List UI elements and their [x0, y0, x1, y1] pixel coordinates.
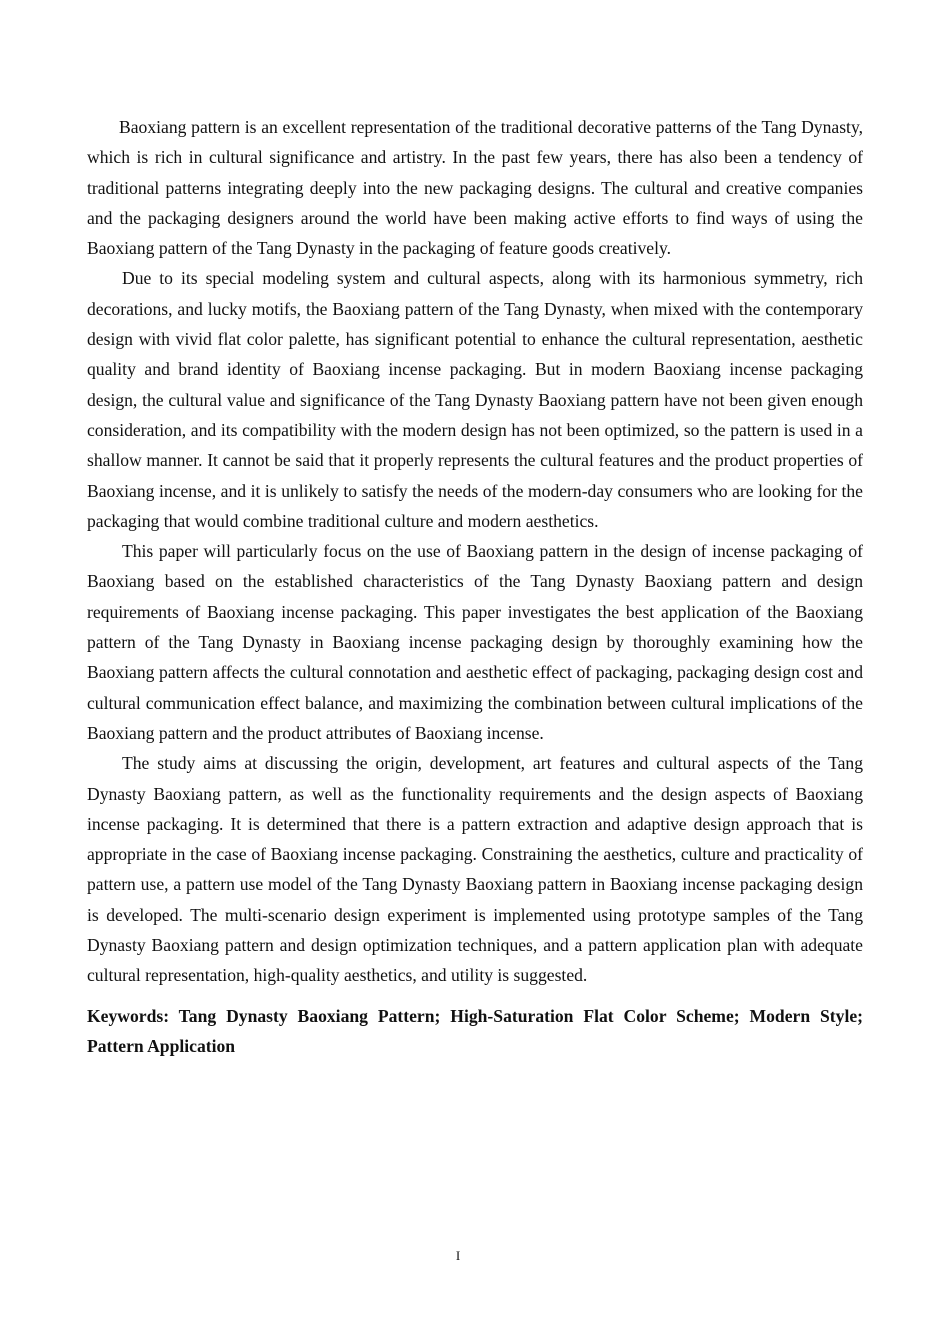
keywords-line: Keywords: Tang Dynasty Baoxiang Pattern; High-Saturation Flat Color Scheme; Modern Style; Pattern Application: [87, 1005, 863, 1056]
abstract-paragraph-3: This paper will particularly focus on the use of Baoxiang pattern in the design of incense packaging of Baoxiang based on the established characteristics of the Tang Dynasty Baoxiang pattern and design requirements of Baoxiang incense packaging. This paper investigates the best application of the Baoxiang pattern of the Tang Dynasty in Baoxiang incense packaging design by thoroughly examining how the Baoxiang pattern affects the cultural connotation and aesthetic effect of packaging, packaging design cost and cultural communication effect balance, and maximizing the combination between cultural implications of the Baoxiang pattern and the product attributes of Baoxiang incense.: [87, 541, 863, 743]
page-number: I: [455, 1248, 461, 1263]
abstract-paragraph-4: The study aims at discussing the origin, development, art features and cultural aspects of the Tang Dynasty Baoxiang pattern, as well as the functionality requirements and the design aspects of Baoxiang incense packaging. It is determined that there is a pattern extraction and adaptive design approach that is appropriate in the case of Baoxiang incense packaging. Constraining the aesthetics, culture and practicality of pattern use, a pattern use model of the Tang Dynasty Baoxiang pattern in Baoxiang incense packaging design is developed. The multi-scenario design experiment is implemented using prototype samples of the Tang Dynasty Baoxiang pattern and design optimization techniques, and a pattern application plan with adequate cultural representation, high-quality aesthetics, and utility is suggested.: [87, 753, 863, 986]
abstract-body: [87, 112, 863, 1061]
abstract-paragraph-2: Due to its special modeling system and cultural aspects, along with its harmonious symmetry, rich decorations, and lucky motifs, the Baoxiang pattern of the Tang Dynasty, when mixed with the contemporary design with vivid flat color palette, has significant potential to enhance the cultural representation, aesthetic quality and brand identity of Baoxiang incense packaging. But in modern Baoxiang incense packaging design, the cultural value and significance of the Tang Dynasty Baoxiang pattern have not been given enough consideration, and its compatibility with the modern design has not been optimized, so the pattern is used in a shallow manner. It cannot be said that it properly represents the cultural features and the product properties of Baoxiang incense, and it is unlikely to satisfy the needs of the modern-day consumers who are looking for the packaging that would combine traditional culture and modern aesthetics.: [87, 268, 863, 531]
abstract-paragraph-1: Baoxiang pattern is an excellent representation of the traditional decorative patterns of the Tang Dynasty, which is rich in cultural significance and artistry. In the past few years, there has also been a tendency of traditional patterns integrating deeply into the new packaging designs. The cultural and creative companies and the packaging designers around the world have been making active efforts to find ways of using the Baoxiang pattern of the Tang Dynasty in the packaging of feature goods creatively.: [87, 117, 863, 259]
